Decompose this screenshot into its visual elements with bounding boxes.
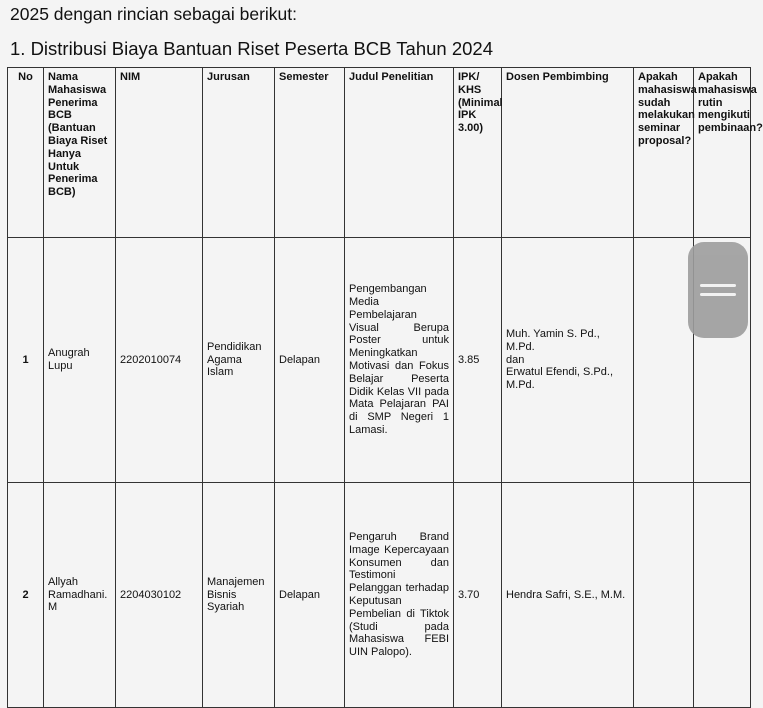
header-ipk: IPK/ KHS (Minimal IPK 3.00) xyxy=(454,68,502,238)
cell-ipk: 3.85 xyxy=(454,238,502,483)
cell-seminar xyxy=(634,483,694,708)
dosen-name: Hendra Safri, S.E., M.M. xyxy=(506,588,626,601)
data-table xyxy=(7,67,763,708)
cell-jurusan: Pendidikan Agama Islam xyxy=(203,238,275,483)
header-nama: Nama Mahasiswa Penerima BCB (Bantuan Biaya Riset Hanya Untuk Penerima BCB) xyxy=(44,68,116,238)
header-no: No xyxy=(8,68,44,238)
dosen-connector: dan xyxy=(506,353,525,366)
cell-ipk: 3.70 xyxy=(454,483,502,708)
dosen-name: Erwatul Efendi, S.Pd., M.Pd. xyxy=(506,366,613,392)
cell-semester: Delapan xyxy=(275,238,345,483)
cell-dosen xyxy=(502,238,634,483)
header-seminar: Apakah mahasiswa sudah melakukan seminar proposal? xyxy=(634,68,694,238)
header-nim: NIM xyxy=(116,68,203,238)
cell-seminar xyxy=(634,238,694,483)
header-semester: Semester xyxy=(275,68,345,238)
cell-pembinaan xyxy=(694,483,751,708)
cell-nim: 2204030102 xyxy=(116,483,203,708)
table-row xyxy=(8,483,751,708)
cell-judul: Pengembangan Media Pembelajaran Visual Berupa Poster untuk Meningkatkan Motivasi dan Fokus Belajar Peserta Didik Kelas VII pada Mata Pelajaran PAI di SMP Negeri 1 Lamasi. xyxy=(345,238,454,483)
cell-nama: Anugrah Lupu xyxy=(44,238,116,483)
cell-no: 2 xyxy=(8,483,44,708)
cell-semester: Delapan xyxy=(275,483,345,708)
scroll-handle[interactable] xyxy=(688,242,748,338)
grip-line-icon xyxy=(700,284,736,287)
table-row xyxy=(8,238,751,483)
cell-no: 1 xyxy=(8,238,44,483)
header-jurusan: Jurusan xyxy=(203,68,275,238)
cell-nim: 2202010074 xyxy=(116,238,203,483)
cell-nama: Allyah Ramadhani. M xyxy=(44,483,116,708)
cell-dosen xyxy=(502,483,634,708)
cell-jurusan: Manajemen Bisnis Syariah xyxy=(203,483,275,708)
header-pembinaan: Apakah mahasiswa rutin mengikuti pembinaan? xyxy=(694,68,751,238)
grip-line-icon xyxy=(700,293,736,296)
intro-text: 2025 dengan rincian sebagai berikut: xyxy=(10,4,298,24)
header-judul: Judul Penelitian xyxy=(345,68,454,238)
cell-judul: Pengaruh Brand Image Kepercayaan Konsumen dan Testimoni Pelanggan terhadap Keputusan Pembelian di Tiktok (Studi pada Mahasiswa FEBI UIN Palopo). xyxy=(345,483,454,708)
header-dosen: Dosen Pembimbing xyxy=(502,68,634,238)
section-heading: 1. Distribusi Biaya Bantuan Riset Peserta BCB Tahun 2024 xyxy=(10,38,493,59)
header-row xyxy=(8,68,751,238)
dosen-name: Muh. Yamin S. Pd., M.Pd. xyxy=(506,328,600,353)
